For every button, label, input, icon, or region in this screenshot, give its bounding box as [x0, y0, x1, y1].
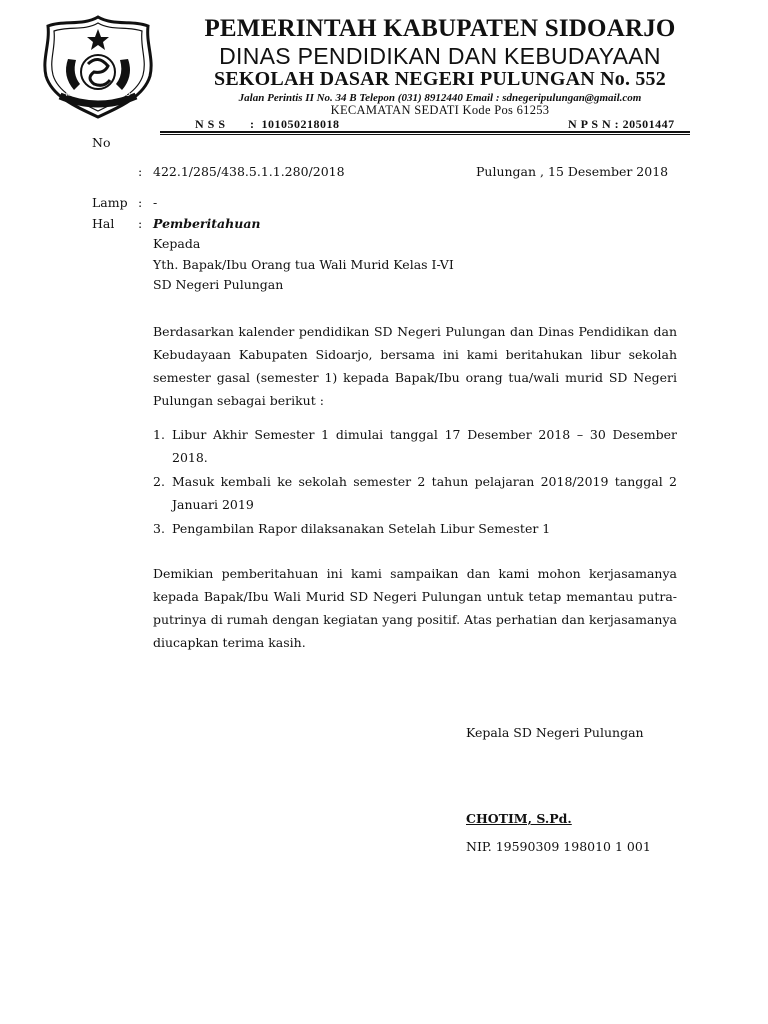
npsn-number: N P S N : 20501447 [568, 117, 675, 131]
school-name: SEKOLAH DASAR NEGERI PULUNGAN No. 552 [214, 68, 666, 90]
list-item-number: 2. [153, 474, 165, 489]
intro-paragraph: Berdasarkan kalender pendidikan SD Negeri Pulungan dan Dinas Pendidikan dan Kebudayaan Kabupaten Sidoarjo, bersama ini kami beritahukan libur sekolah semester gasal (semester 1) kepada Bapak/Ibu orang tua/wali murid SD Negeri Pulungan sebagai berikut : [153, 324, 677, 408]
list-item-number: 3. [153, 521, 165, 536]
list-item-text: Pengambilan Rapor dilaksanakan Setelah Libur Semester 1 [172, 521, 551, 536]
list-item-number: 1. [153, 427, 165, 442]
holiday-list [153, 424, 677, 543]
school-district: KECAMATAN SEDATI Kode Pos 61253 [330, 103, 550, 117]
subject-value: Pemberitahuan [153, 216, 261, 231]
school-address: Jalan Perintis II No. 34 B Telepon (031) 8912440 Email : sdnegeripulungan@gmail.com [238, 92, 642, 104]
list-item [153, 518, 677, 541]
attachment-label: Lamp [92, 195, 128, 210]
letterhead-rule-thick [160, 131, 690, 133]
subject-label: Hal [92, 216, 115, 231]
list-item-text: Libur Akhir Semester 1 dimulai tanggal 17 Desember 2018 – 30 Desember 2018. [172, 427, 677, 465]
department-name: DINAS PENDIDIKAN DAN KEBUDAYAAN [219, 43, 661, 69]
signatory-title: Kepala SD Negeri Pulungan [466, 725, 644, 740]
recipient-school: SD Negeri Pulungan [153, 277, 284, 292]
letter-number: 422.1/285/438.5.1.1.280/2018 [153, 164, 345, 179]
subject-colon: : [138, 216, 143, 231]
sidoarjo-emblem-icon [38, 14, 158, 120]
attachment-colon: : [138, 195, 143, 210]
signatory-nip: NIP. 19590309 198010 1 001 [466, 839, 651, 854]
nss-text: N S S : 101050218018 [195, 117, 340, 131]
regency-logo [38, 14, 158, 120]
nss-number [195, 117, 340, 131]
place-date: Pulungan , 15 Desember 2018 [476, 164, 669, 179]
recipient-kepada: Kepada [153, 236, 201, 251]
logo-banner-text: KABUPATEN SIDOARJO [66, 92, 130, 98]
list-item [153, 471, 677, 516]
list-item [153, 424, 677, 469]
list-item-text: Masuk kembali ke sekolah semester 2 tahun pelajaran 2018/2019 tanggal 2 Januari 2019 [172, 474, 677, 512]
closing-paragraph: Demikian pemberitahuan ini kami sampaikan dan kami mohon kerjasamanya kepada Bapak/Ibu Wali Murid SD Negeri Pulungan untuk tetap memantau putra-putrinya di rumah dengan kegiatan yang positif. Atas perhatian dan kerjasamanya diucapkan terima kasih. [153, 566, 677, 650]
letterhead-rule-thin [160, 134, 690, 135]
government-name: PEMERINTAH KABUPATEN SIDOARJO [204, 15, 676, 42]
attachment-value: - [153, 195, 158, 210]
recipient-addressee: Yth. Bapak/Ibu Orang tua Wali Murid Kelas I-VI [153, 257, 454, 272]
number-colon: : [138, 164, 143, 179]
number-label: No [92, 135, 111, 150]
signatory-name: CHOTIM, S.Pd. [466, 811, 572, 826]
